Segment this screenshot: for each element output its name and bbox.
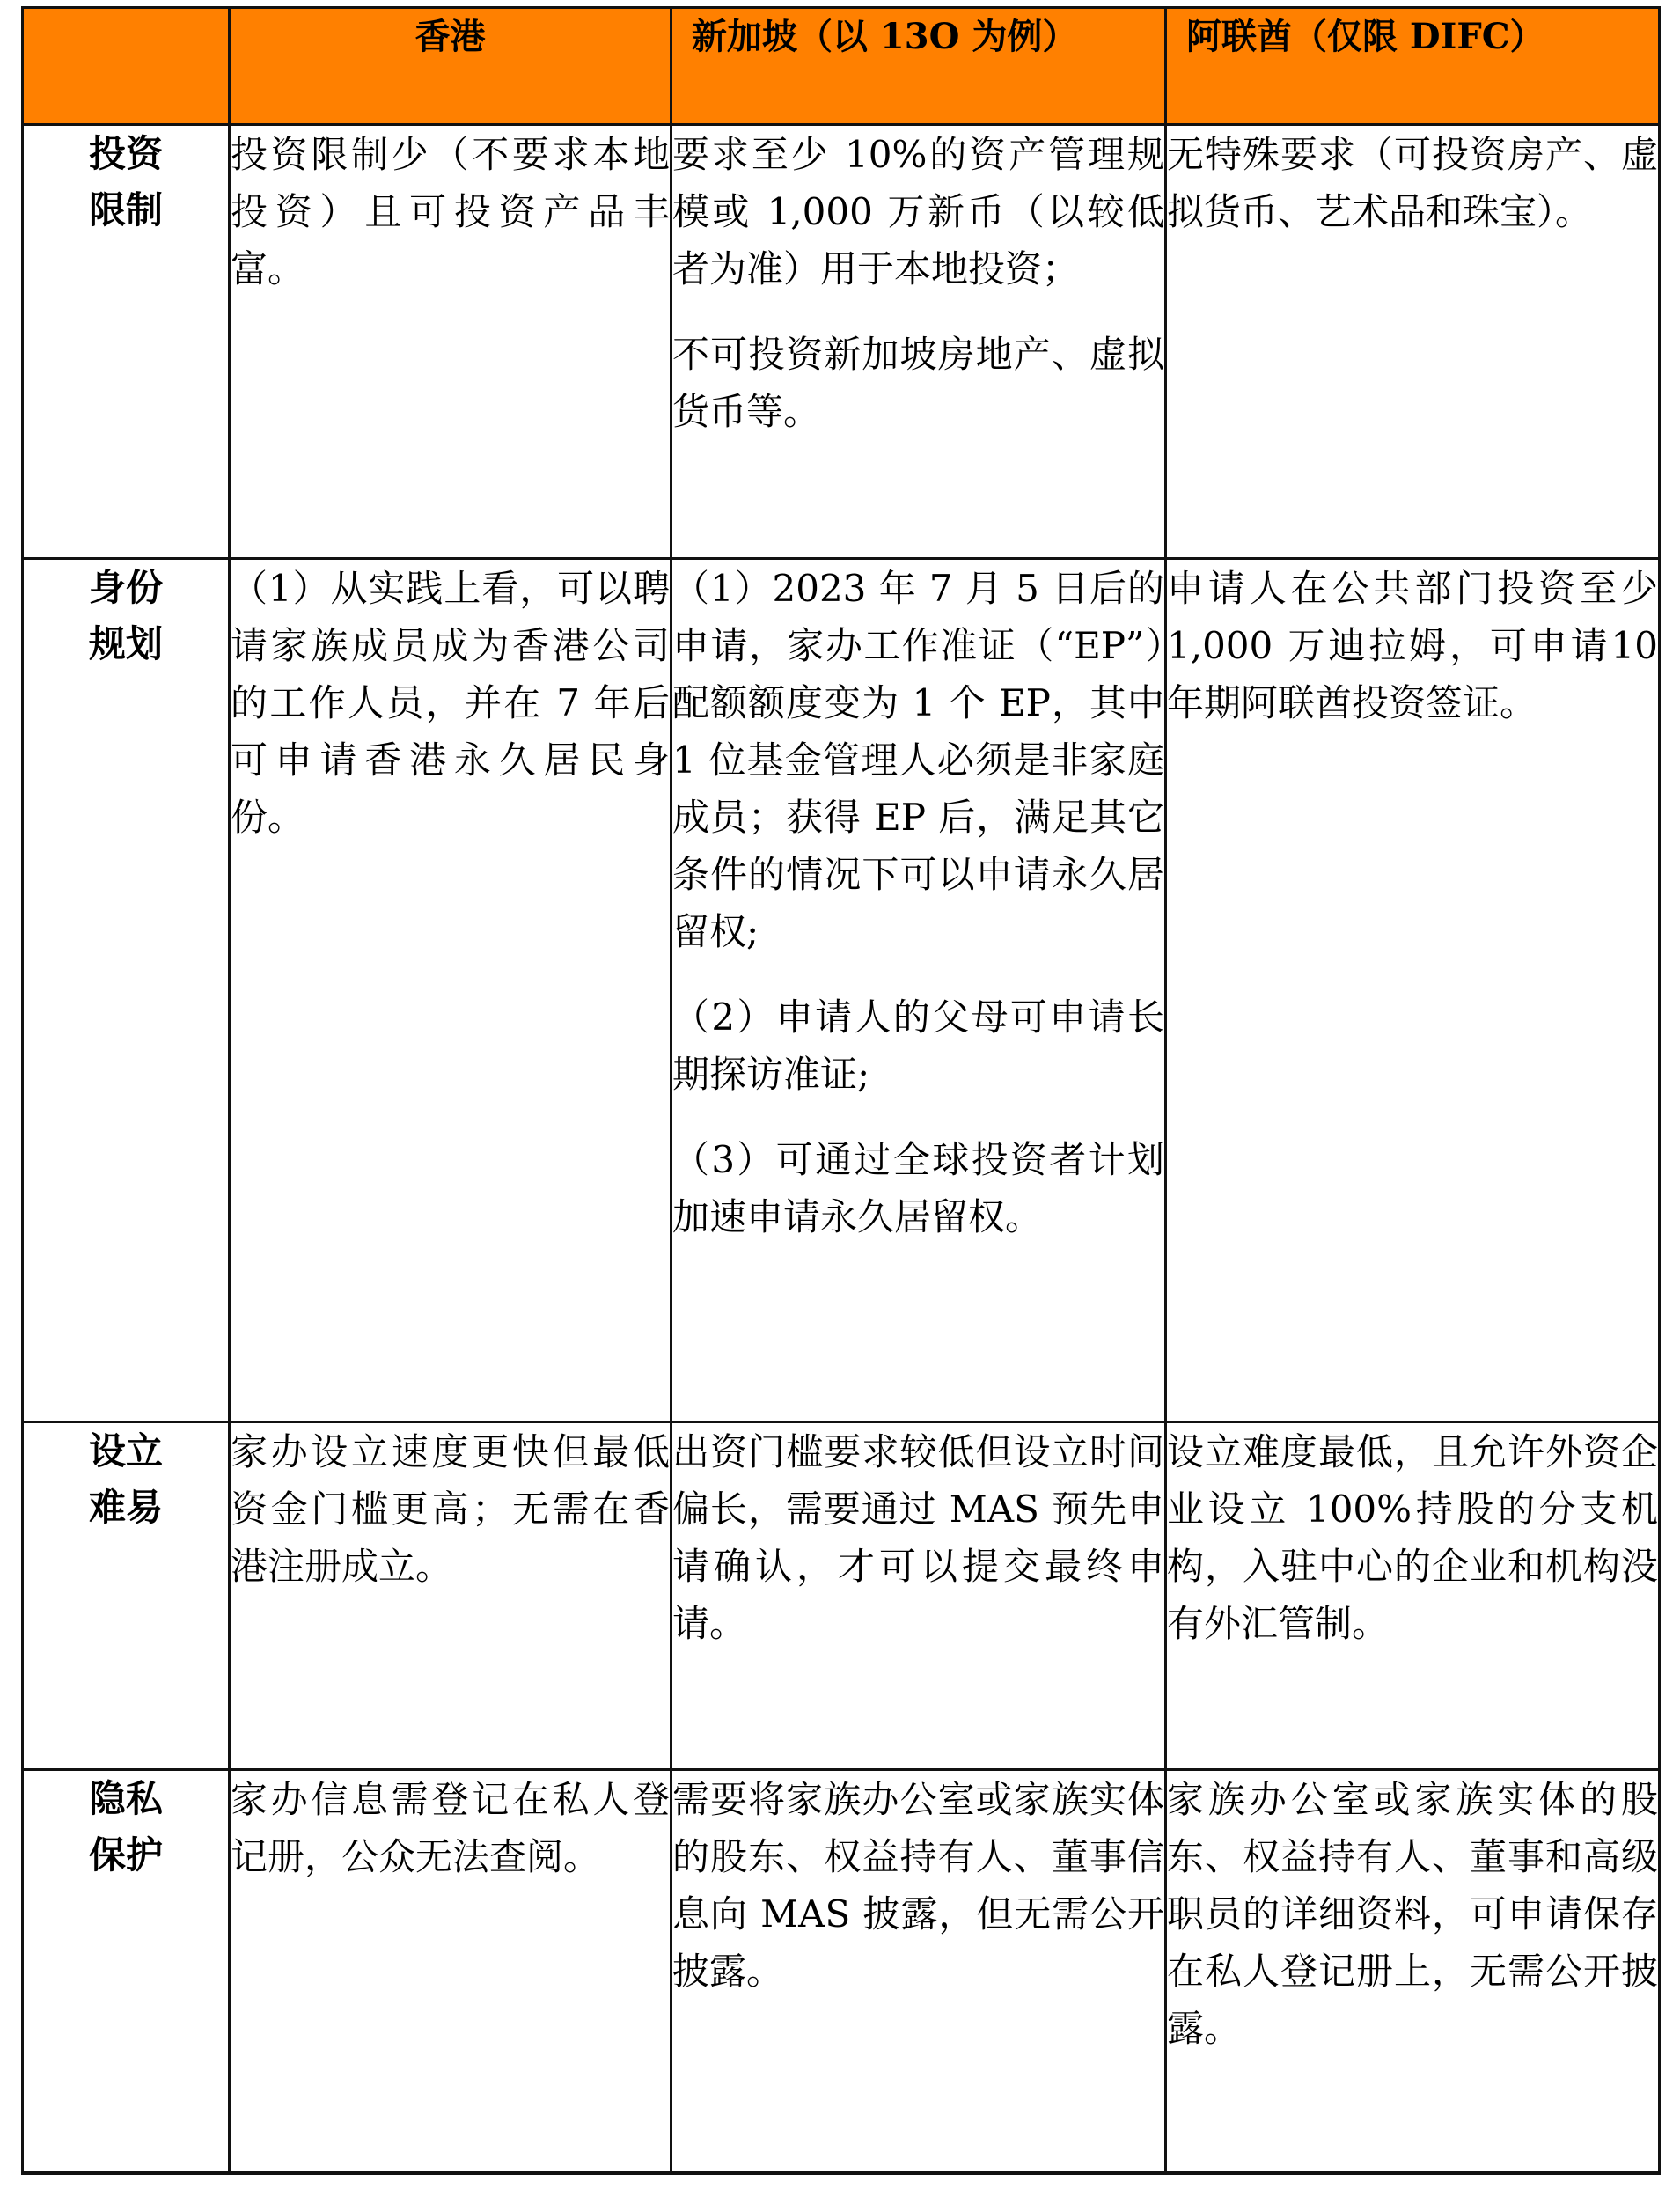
cell-paragraph: （2）申请人的父母可申请长期探访准证; xyxy=(672,995,1164,1096)
header-hong-kong: 香港 xyxy=(230,8,671,125)
cell-paragraph: 设立难度最低，且允许外资企业设立 100%持股的分支机构，入驻中心的企业和机构没有外汇管制。 xyxy=(1167,1430,1658,1645)
cell-paragraph: 无特殊要求（可投资房产、虚拟货币、艺术品和珠宝）。 xyxy=(1167,133,1658,233)
cell-singapore xyxy=(671,1422,1166,1770)
row-label-line: 限制 xyxy=(88,188,163,231)
comparison-table xyxy=(21,6,1661,2175)
cell-uae xyxy=(1166,1422,1660,1770)
header-singapore: 新加坡（以 13O 为例） xyxy=(671,8,1166,125)
cell-paragraph: （1）从实践上看，可以聘请家族成员成为香港公司的工作人员，并在 7 年后可申请香港永久居民身份。 xyxy=(231,567,670,839)
header-row xyxy=(23,8,1660,125)
cell-hong-kong xyxy=(230,559,671,1422)
header-uae: 阿联酋（仅限 DIFC） xyxy=(1166,8,1660,125)
cell-hong-kong xyxy=(230,1770,671,2174)
row-label xyxy=(23,559,230,1422)
cell-paragraph: 不可投资新加坡房地产、虚拟货币等。 xyxy=(672,333,1164,433)
row-label-line: 身份 xyxy=(88,566,163,609)
cell-paragraph: 需要将家族办公室或家族实体的股东、权益持有人、董事信息向 MAS 披露，但无需公开披露。 xyxy=(672,1778,1164,1993)
table-row-setup-difficulty xyxy=(23,1422,1660,1770)
cell-singapore xyxy=(671,125,1166,559)
cell-paragraph: （3）可通过全球投资者计划加速申请永久居留权。 xyxy=(672,1138,1164,1238)
cell-paragraph: 家办设立速度更快但最低资金门槛更高；无需在香港注册成立。 xyxy=(231,1430,670,1588)
row-label-line: 隐私 xyxy=(88,1777,163,1820)
row-label-line: 规划 xyxy=(88,622,163,665)
table-row-identity-planning xyxy=(23,559,1660,1422)
cell-paragraph: 要求至少 10%的资产管理规模或 1,000 万新币（以较低者为准）用于本地投资； xyxy=(672,133,1164,290)
table-row-investment-restrictions xyxy=(23,125,1660,559)
cell-paragraph: 投资限制少（不要求本地投资）且可投资产品丰富。 xyxy=(231,133,670,290)
row-label xyxy=(23,1770,230,2174)
cell-hong-kong xyxy=(230,1422,671,1770)
cell-paragraph: （1）2023 年 7 月 5 日后的申请，家办工作准证（“EP”）配额额度变为 1 个 EP，其中 1 位基金管理人必须是非家庭成员；获得 EP 后，满足其它条件的情况下可以申请永久居留权; xyxy=(672,567,1164,953)
cell-hong-kong xyxy=(230,125,671,559)
header-corner xyxy=(23,8,230,125)
cell-paragraph: 家族办公室或家族实体的股东、权益持有人、董事和高级职员的详细资料，可申请保存在私人登记册上，无需公开披露。 xyxy=(1167,1778,1658,2050)
cell-paragraph: 家办信息需登记在私人登记册，公众无法查阅。 xyxy=(231,1778,670,1878)
cell-uae xyxy=(1166,1770,1660,2174)
row-label-line: 投资 xyxy=(88,132,163,175)
table-row-privacy-protection xyxy=(23,1770,1660,2174)
cell-singapore xyxy=(671,1770,1166,2174)
row-label-line: 设立 xyxy=(88,1429,163,1473)
row-label xyxy=(23,1422,230,1770)
cell-paragraph: 出资门槛要求较低但设立时间偏长，需要通过 MAS 预先申请确认，才可以提交最终申请。 xyxy=(672,1430,1164,1645)
cell-paragraph: 申请人在公共部门投资至少 1,000 万迪拉姆，可申请10年期阿联酋投资签证。 xyxy=(1167,567,1658,724)
row-label-line: 难易 xyxy=(88,1486,163,1529)
row-label-line: 保护 xyxy=(88,1833,163,1877)
cell-uae xyxy=(1166,125,1660,559)
cell-uae xyxy=(1166,559,1660,1422)
cell-singapore xyxy=(671,559,1166,1422)
row-label xyxy=(23,125,230,559)
